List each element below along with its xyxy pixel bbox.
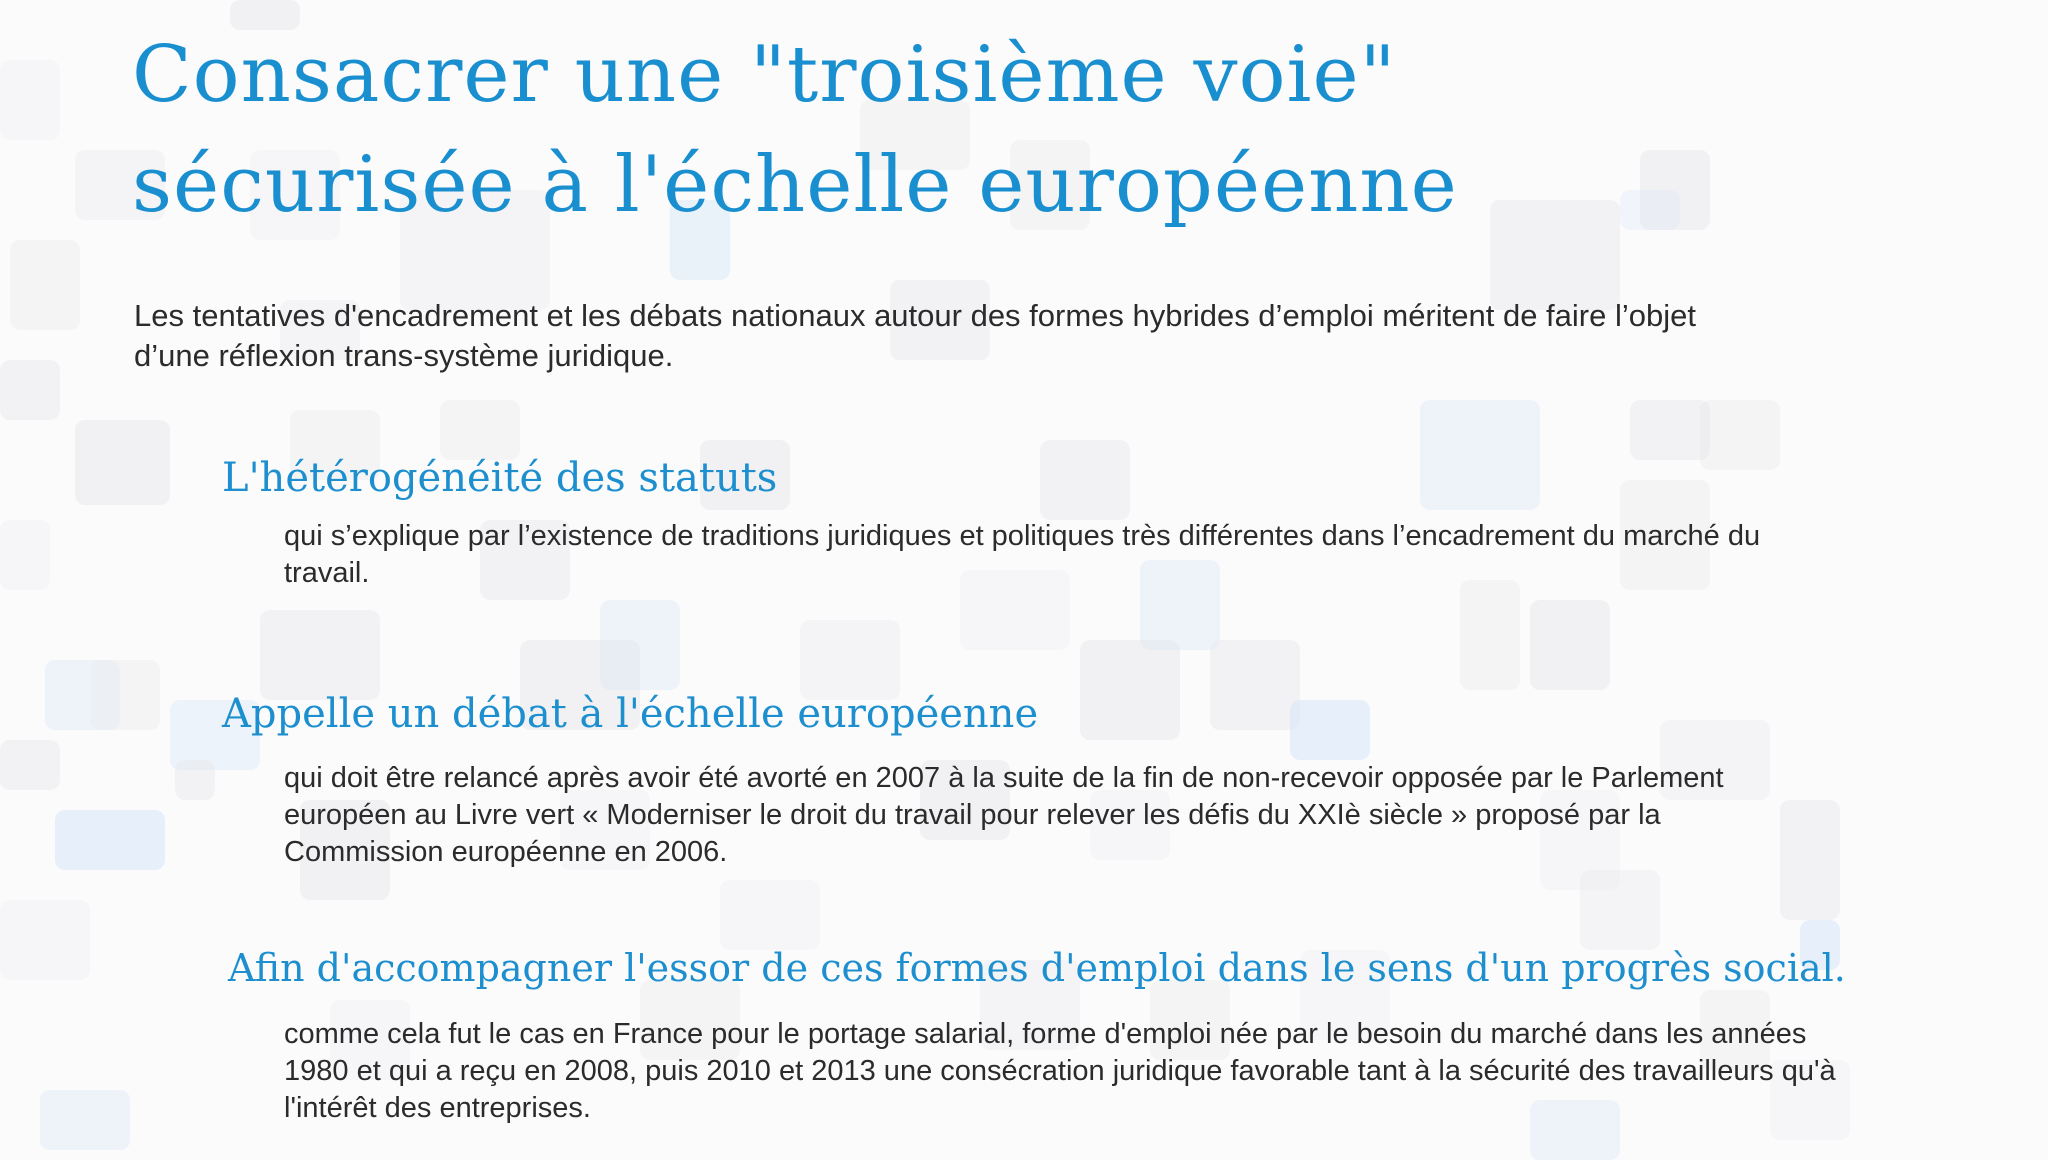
section-heading-heterogeneite: L'hétérogénéité des statuts <box>222 455 778 501</box>
intro-paragraph: Les tentatives d'encadrement et les débats nationaux autour des formes hybrides d’emploi méritent de faire l’objet d’une réflexion trans-système juridique. <box>134 298 1696 373</box>
slide-title-line-1: Consacrer une "troisième voie" <box>132 30 1397 120</box>
section-body-progres-social: comme cela fut le cas en France pour le portage salarial, forme d'emploi née par le besoin du marché dans les années 1980 et qui a reçu en 2008, puis 2010 et 2013 une consécration juridique favorable tant à la sécurité des travailleurs qu'à l'intérêt des entreprises. <box>284 1018 1836 1124</box>
section-body-heterogeneite: qui s’explique par l’existence de traditions juridiques et politiques très différentes dans l’encadrement du marché du travail. <box>284 520 1761 589</box>
slide-title-line-2: sécurisée à l'échelle européenne <box>132 140 1458 230</box>
section-heading-debat-europeen: Appelle un débat à l'échelle européenne <box>222 691 1039 737</box>
section-body-debat-europeen: qui doit être relancé après avoir été avorté en 2007 à la suite de la fin de non-recevoir opposée par le Parlement européen au Livre vert « Moderniser le droit du travail pour relever les défis du XXIè siècle » proposé par la Commission européenne en 2006. <box>284 762 1724 868</box>
section-heading-progres-social: Afin d'accompagner l'essor de ces formes d'emploi dans le sens d'un progrès social. <box>228 946 1846 990</box>
slide-title <box>132 20 1458 240</box>
